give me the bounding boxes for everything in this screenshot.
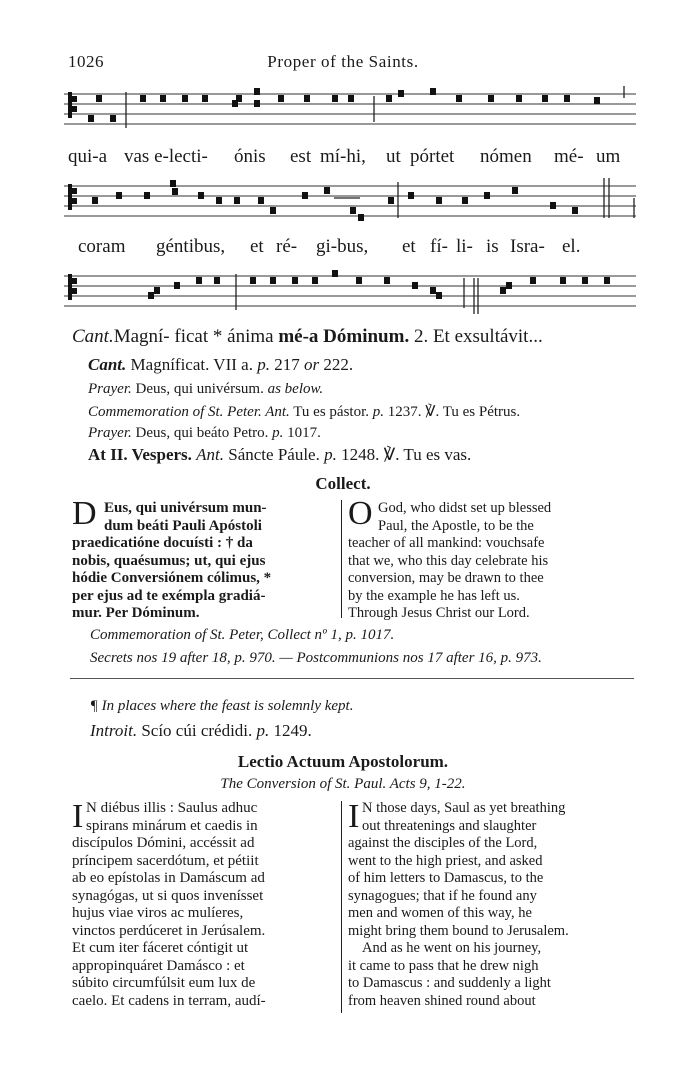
section-divider bbox=[70, 678, 634, 679]
english-line: out threatenings and slaughter bbox=[362, 817, 537, 834]
latin-line: vinctos perdúceret in Jerúsalem. bbox=[72, 922, 266, 939]
chant-staff-1 bbox=[64, 86, 636, 134]
page-ref: 1248. bbox=[341, 445, 380, 464]
syllable: géntibus, bbox=[156, 236, 226, 257]
cant-rubric bbox=[88, 355, 353, 375]
collect-english-drop-cap: O bbox=[348, 495, 373, 532]
english-line: that we, who this day celebrate his bbox=[348, 552, 549, 569]
english-line: might bring them bound to Jerusalem. bbox=[348, 922, 569, 939]
feast-rubric bbox=[90, 698, 353, 715]
page-ref-p: p. bbox=[256, 721, 270, 740]
rubric-text: Deus, qui beáto Petro. bbox=[135, 425, 269, 441]
english-line: against the disciples of the Lord, bbox=[348, 835, 538, 851]
page-ref: 1249. bbox=[273, 721, 312, 740]
english-line: by the example he has left us. bbox=[348, 587, 520, 604]
ant-label: Ant. bbox=[196, 445, 225, 464]
vespers-rubric bbox=[88, 445, 471, 465]
page-ref-p: p. bbox=[324, 445, 337, 464]
syllable: qui-a bbox=[68, 146, 108, 167]
rubric-label: Prayer. bbox=[88, 425, 132, 441]
prayer-rubric-1 bbox=[88, 381, 323, 398]
latin-line: nobis, quaésumus; ut, qui ejus bbox=[72, 552, 266, 569]
syllable: ré- bbox=[276, 236, 298, 257]
page-ref: 1017. bbox=[287, 425, 321, 441]
syllable: nómen bbox=[480, 146, 532, 167]
introit-label: Introit. bbox=[90, 721, 138, 740]
page-number: 1026 bbox=[68, 52, 104, 71]
rubric-label: Prayer. bbox=[88, 381, 132, 397]
english-line: Through Jesus Christ our Lord. bbox=[348, 605, 530, 621]
chant-staff-3 bbox=[64, 268, 636, 316]
commemoration-rubric bbox=[88, 402, 520, 421]
english-line: And as he went on his journey, bbox=[362, 940, 542, 956]
page-ref-p: p. bbox=[272, 425, 284, 441]
lectio-english-drop-cap: I bbox=[348, 798, 360, 835]
rubric-tail: as below. bbox=[267, 381, 324, 397]
english-line: teacher of all mankind: vouchsafe bbox=[348, 535, 545, 551]
english-line: of him letters to Damascus, to the bbox=[348, 870, 544, 886]
latin-line: dum beáti Pauli Apóstoli bbox=[104, 517, 262, 534]
collect-latin-drop-cap: D bbox=[72, 495, 97, 532]
latin-line: súbito circumfúlsit eum lux de bbox=[72, 975, 256, 991]
syllable: um bbox=[596, 146, 621, 167]
english-line: men and women of this way, he bbox=[348, 905, 532, 921]
latin-line: mur. Per Dóminum. bbox=[72, 605, 200, 621]
rubric-text: Tu es pástor. bbox=[293, 404, 369, 420]
versicle: ℣. Tu es vas. bbox=[383, 445, 472, 464]
syllable: ut bbox=[386, 146, 401, 167]
page-ref-p: p. bbox=[257, 355, 270, 374]
syllable: et bbox=[250, 236, 264, 257]
column-divider bbox=[341, 801, 342, 1013]
lectio-latin-drop-cap: I bbox=[72, 798, 84, 835]
english-line: N those days, Saul as yet breathing bbox=[362, 800, 566, 816]
syllable: pórtet bbox=[410, 146, 455, 167]
column-divider bbox=[341, 500, 342, 618]
english-line: Paul, the Apostle, to be the bbox=[378, 517, 534, 534]
introit-text: Scío cúi crédidi. bbox=[141, 721, 253, 740]
prayer-rubric-2 bbox=[88, 425, 321, 442]
secrets-text: Secrets nos 19 after 18, p. 970. — Postcommunions nos 17 after 16, p. 973. bbox=[90, 650, 542, 666]
english-line: God, who didst set up blessed bbox=[378, 500, 552, 516]
latin-line: caelo. Et cadens in terram, audí- bbox=[72, 992, 266, 1009]
page-ref: 1237. bbox=[387, 404, 422, 420]
syllable: ónis bbox=[234, 146, 266, 167]
latin-line: appropinquáret Damásco : et bbox=[72, 957, 245, 974]
latin-line: per ejus ad te exémpla gradiá- bbox=[72, 587, 266, 604]
lectio-english bbox=[348, 800, 634, 1010]
syllable: est bbox=[290, 146, 312, 167]
latin-line: spirans minárum et caedis in bbox=[86, 817, 258, 834]
page-ref-p: p. bbox=[372, 404, 384, 420]
syllable: mí-hi, bbox=[320, 146, 366, 167]
syllable: li- bbox=[456, 236, 473, 257]
latin-line: hujus viae viros ac mulíeres, bbox=[72, 905, 244, 921]
latin-line: hódie Conversiónem cólimus, * bbox=[72, 570, 272, 586]
latin-line: Et cum iter fáceret cóntigit ut bbox=[72, 940, 249, 956]
cant-label: Cant. bbox=[72, 326, 114, 347]
lectio-title: Lectio Actuum Apostolorum. bbox=[237, 752, 449, 771]
syllable: is bbox=[486, 236, 499, 257]
lectio-subtitle: The Conversion of St. Paul. Acts 9, 1-22. bbox=[220, 776, 466, 792]
rubric-label: Commemoration of St. Peter. Ant. bbox=[88, 404, 290, 420]
english-line: went to the high priest, and asked bbox=[348, 852, 543, 869]
syllable: mé- bbox=[554, 146, 584, 167]
commemoration-peter bbox=[90, 627, 394, 644]
page-ref: 217 bbox=[274, 355, 300, 374]
english-line: to Damascus : and suddenly a light bbox=[348, 975, 551, 991]
versicle: ℣. Tu es Pétrus. bbox=[425, 404, 521, 420]
running-title: Proper of the Saints. bbox=[267, 52, 419, 71]
syllable: el. bbox=[562, 236, 581, 257]
rubric-or: or bbox=[303, 355, 320, 374]
rubric-label: At II. Vespers. bbox=[88, 445, 192, 464]
rubric-text: Sáncte Páule. bbox=[228, 445, 320, 464]
secrets-postcommunions bbox=[90, 650, 542, 667]
latin-line: Eus, qui univérsum mun- bbox=[104, 500, 267, 516]
latin-line: discípulos Dómini, accéssit ad bbox=[72, 835, 255, 851]
lectio-latin bbox=[72, 800, 334, 1010]
page-ref: 222. bbox=[323, 355, 354, 374]
english-line: conversion, may be drawn to thee bbox=[348, 570, 544, 586]
cant-text: Magní- ficat * ánima bbox=[113, 326, 274, 347]
latin-line: príncipem sacerdótum, et pétiit bbox=[72, 852, 259, 869]
cant-rest: 2. Et exsultávit... bbox=[413, 326, 543, 347]
latin-line: praedicatióne docuísti : † da bbox=[72, 535, 253, 551]
rubric-text: Magníficat. VII a. bbox=[130, 355, 253, 374]
collect-english bbox=[348, 500, 634, 623]
commemoration-text: Commemoration of St. Peter, Collect nº 1, p. 1017. bbox=[90, 627, 395, 643]
syllable: Isra- bbox=[510, 236, 545, 257]
syllable: et bbox=[402, 236, 416, 257]
collect-heading: Collect. bbox=[315, 474, 371, 493]
chant-staff-2 bbox=[64, 178, 636, 226]
syllable: coram bbox=[78, 236, 126, 257]
syllable: vas e-lecti- bbox=[124, 146, 208, 167]
rubric-label: Cant. bbox=[88, 355, 127, 374]
english-line: synagogues; that if he found any bbox=[348, 887, 537, 904]
latin-line: N diébus illis : Saulus adhuc bbox=[86, 800, 258, 816]
latin-line: synagógas, ut si quos invenísset bbox=[72, 887, 264, 904]
syllable: gi-bus, bbox=[316, 236, 369, 257]
feast-rubric-text: ¶ In places where the feast is solemnly kept. bbox=[90, 698, 354, 714]
english-line: from heaven shined round about bbox=[348, 992, 536, 1009]
collect-latin bbox=[72, 500, 334, 623]
magnificat-intonation bbox=[72, 326, 543, 348]
english-line: it came to pass that he drew nigh bbox=[348, 957, 539, 974]
syllable: fí- bbox=[430, 236, 448, 257]
rubric-text: Deus, qui univérsum. bbox=[135, 381, 264, 397]
latin-line: ab eo epístolas in Damáscum ad bbox=[72, 870, 265, 886]
introit-line bbox=[90, 721, 312, 741]
cant-bold: mé-a Dóminum. bbox=[278, 326, 410, 347]
